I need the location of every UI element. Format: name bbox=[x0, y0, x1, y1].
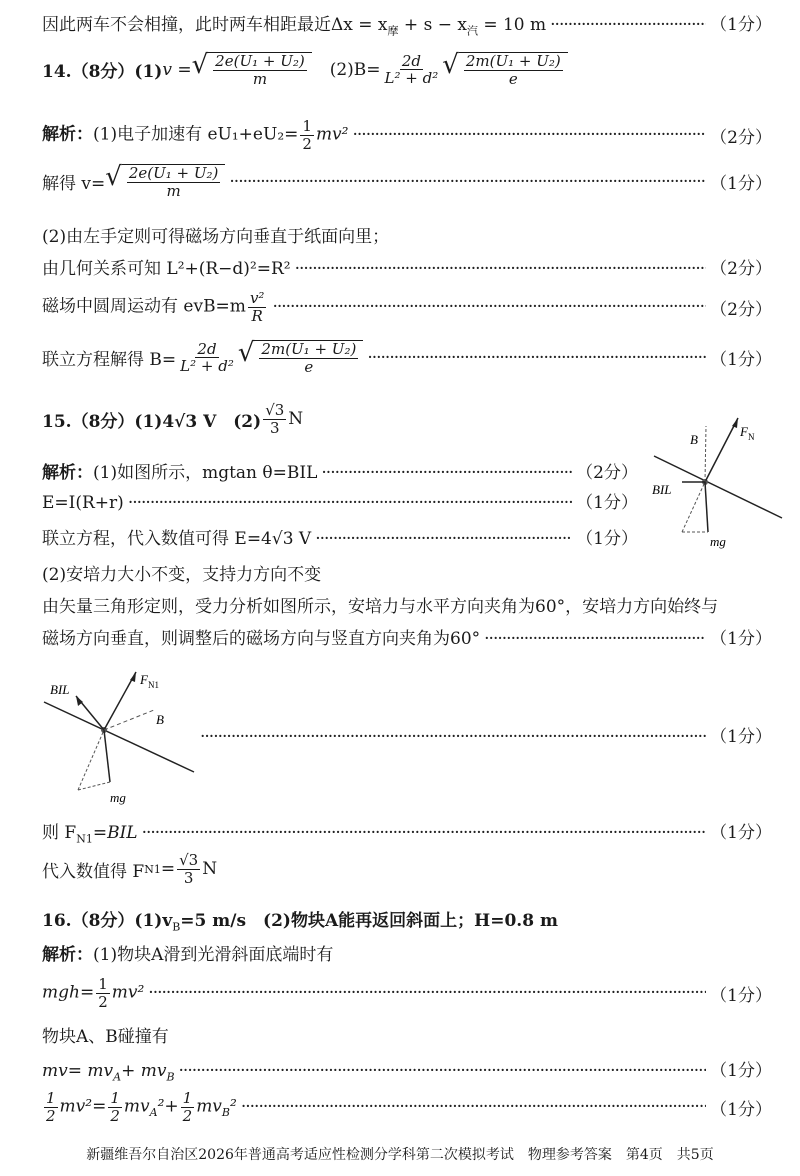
fig2-label-bil: BIL bbox=[50, 682, 70, 697]
q15-answer: 15.（8分）(1)4√3 V (2) $\frac{√3}{3}$ N bbox=[42, 401, 304, 437]
fig1-label-fn: F bbox=[740, 424, 748, 439]
q14-step6: 联立方程解得 B= $\frac{2d}{\text{L² + d²}}$ √ $\frac{\text{2m(U₁ + U₂)}}{e}$ ····· （1分） bbox=[42, 340, 772, 375]
q14-answer: 14.（8分）(1) v = √ $\frac{\text{2e(U₁ + U₂)}}{m}$ (2)B= $\frac{2d}{\text{L² + d²}}$ √ $\frac{\text{2m(U₁ + U₂)}}{e}$ bbox=[42, 52, 568, 87]
q16-answer: 16.（8分）$(1)v_B=5$ m/s (2)物块A能再返回斜面上；H=0.8 m bbox=[42, 911, 558, 934]
q16-step2: mgh= $\frac{1}{2}$ mv² ····· （1分） bbox=[42, 976, 772, 1010]
q15-step5: 由矢量三角形定则，受力分析如图所示，安培力与水平方向夹角为60°，安培力方向始终与 bbox=[42, 597, 719, 617]
q15-step2: E=I(R+r) ····· （1分） bbox=[42, 488, 638, 513]
q14-step3: (2)由左手定则可得磁场方向垂直于纸面向里； bbox=[42, 227, 390, 247]
line-conclusion: 因此两车不会相撞，此时两车相距最近$\Delta x = x_摩 + s - x_汽 = 10$ m ····· （1分） bbox=[42, 10, 772, 38]
force-diagram-1 bbox=[640, 412, 790, 552]
q15-step4: (2)安培力大小不变，支持力方向不变 bbox=[42, 565, 322, 585]
fig2-label-fn1: F bbox=[140, 672, 148, 687]
fig1-label-b: B bbox=[690, 432, 698, 447]
q14-step2: 解得 v= √ $\frac{\text{2e(U₁ + U₂)}}{m}$ ····· （1分） bbox=[42, 164, 772, 199]
force-diagram-2 bbox=[40, 662, 200, 808]
svg-text:N1: N1 bbox=[148, 680, 159, 690]
page-footer: 新疆维吾尔自治区2026年普通高考适应性检测分学科第二次模拟考试 物理参考答案 第4页 共5页 bbox=[86, 1147, 714, 1163]
q15-step7: ····· （1分） bbox=[196, 722, 772, 747]
q15-step9: 代入数值得 F N1 = $\frac{√3}{3}$ N bbox=[42, 851, 218, 887]
q16-step4: $mv= mv_A+ mv_B$ ····· （1分） bbox=[42, 1056, 772, 1083]
q15-step3: 联立方程，代入数值可得 E=4√3 V ····· （1分） bbox=[42, 524, 638, 549]
q16-step1: 解析：(1)物块A滑到光滑斜面底端时有 bbox=[42, 945, 334, 965]
q15-step6: 磁场方向垂直，则调整后的磁场方向与竖直方向夹角为60° ····· （1分） bbox=[42, 624, 772, 649]
q15-step8: 则 $F_{N1}=BIL$ ····· （1分） bbox=[42, 818, 772, 845]
fig1-label-mg: mg bbox=[710, 534, 726, 549]
fig2-label-mg: mg bbox=[110, 790, 126, 805]
q15-step1: 解析：(1)如图所示，mgtan θ=BIL ····· （2分） bbox=[42, 458, 638, 483]
fig1-label-bil: BIL bbox=[652, 482, 672, 497]
q14-step5: 磁场中圆周运动有 evB=m $\frac{\text{v²}}{R}$ ····· （2分） bbox=[42, 290, 772, 324]
q16-step3: 物块A、B碰撞有 bbox=[42, 1027, 169, 1047]
svg-text:N: N bbox=[748, 432, 755, 442]
points-label: （1分） bbox=[710, 15, 772, 35]
q14-step1: 解析：(1)电子加速有 eU₁+eU₂= $\frac{1}{2}$ mv² ····· （2分） bbox=[42, 118, 772, 152]
q14-step4: 由几何关系可知 L²+(R−d)²=R² ····· （2分） bbox=[42, 254, 772, 279]
q16-step5: $\frac{1}{2}$ mv²= $\frac{1}{2}$ $mv_A^2+$ $\frac{1}{2}$ $mv_B^2$ ····· （1分） bbox=[42, 1090, 772, 1124]
fig2-label-b: B bbox=[156, 712, 164, 727]
